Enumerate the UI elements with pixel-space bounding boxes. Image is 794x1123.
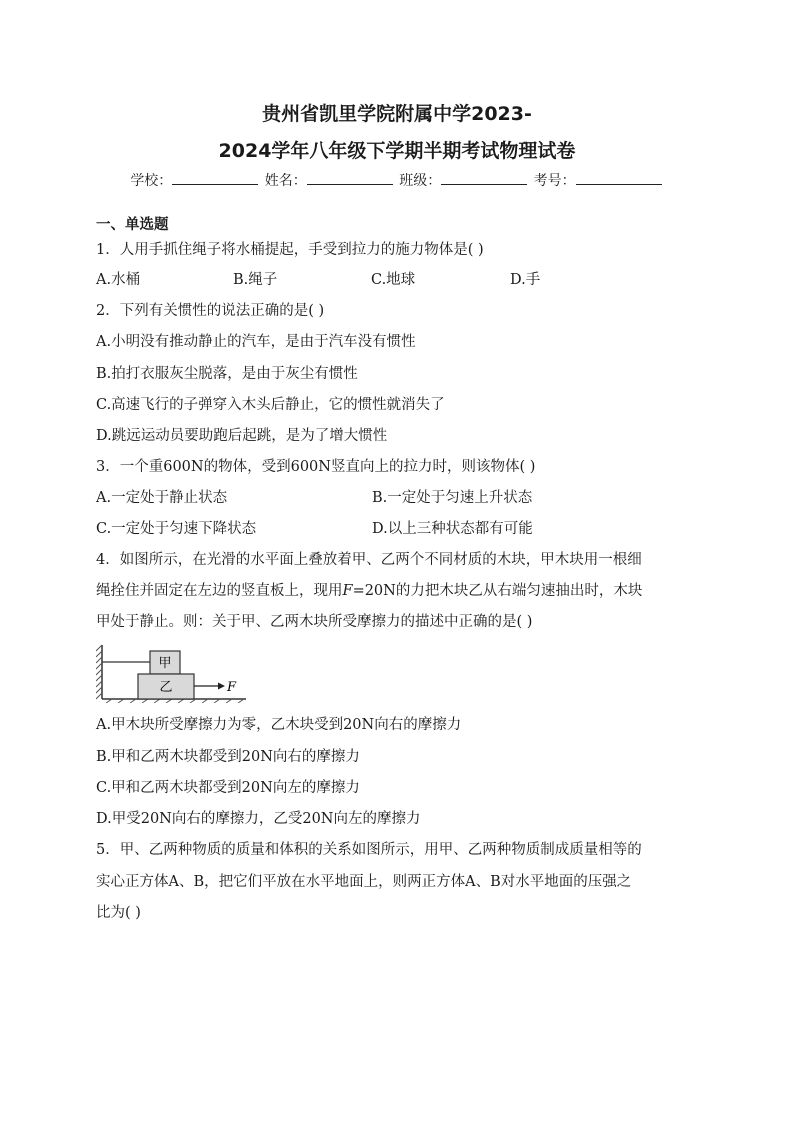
q2-option-a: A.小明没有推动静止的汽车，是由于汽车没有惯性: [96, 334, 416, 350]
force-variable: F: [342, 583, 353, 599]
q4-option-a: A.甲木块所受摩擦力为零，乙木块受到20N向右的摩擦力: [96, 717, 462, 733]
q1-option-b: B.绳子: [233, 272, 278, 288]
class-label: 班级：: [399, 173, 442, 189]
q4-option-c: C.甲和乙两木块都受到20N向左的摩擦力: [96, 780, 360, 796]
q4-option-d: D.甲受20N向右的摩擦力，乙受20N向左的摩擦力: [96, 811, 421, 827]
exam-title-line2: 2024学年八年级下学期半期考试物理试卷: [218, 140, 576, 162]
q3-option-b: B.一定处于匀速上升状态: [372, 490, 533, 506]
q4-stem-line2-part1: 绳拴住并固定在左边的竖直板上，现用: [96, 583, 343, 599]
exam-number-label: 考号：: [533, 173, 576, 189]
q1-option-a: A.水桶: [96, 272, 141, 288]
exam-title-line1: 贵州省凯里学院附属中学2023-: [262, 103, 532, 125]
exam-number-blank[interactable]: [576, 170, 662, 185]
q3-stem: 3．一个重600N的物体，受到600N竖直向上的拉力时，则该物体( ): [96, 459, 536, 475]
class-blank[interactable]: [441, 170, 527, 185]
q4-stem-line2: [96, 581, 642, 601]
section-heading: 一、单选题: [96, 217, 169, 233]
q5-stem-line1: 5．甲、乙两种物质的质量和体积的关系如图所示，用甲、乙两种物质制成质量相等的: [96, 842, 642, 858]
q1-option-c: C.地球: [371, 272, 416, 288]
q2-option-d: D.跳远运动员要助跑后起跳，是为了增大惯性: [96, 428, 388, 444]
school-label: 学校：: [130, 173, 173, 189]
q3-option-a: A.一定处于静止状态: [96, 490, 228, 506]
force-arrow-head: [218, 683, 225, 690]
block-jia-label: 甲: [158, 656, 172, 671]
q4-stem-line1: 4．如图所示，在光滑的水平面上叠放着甲、乙两个不同材质的木块，甲木块用一根细: [96, 552, 642, 568]
name-label: 姓名：: [264, 173, 307, 189]
q5-stem-line2: 实心正方体A、B，把它们平放在水平地面上，则两正方体A、B对水平地面的压强之: [96, 874, 632, 890]
q4-stem-line3: 甲处于静止。则：关于甲、乙两木块所受摩擦力的描述中正确的是( ): [96, 614, 533, 630]
q4-stem-line2-part2: =20N的力把木块乙从右端匀速抽出时，木块: [352, 583, 643, 599]
q4-option-b: B.甲和乙两木块都受到20N向右的摩擦力: [96, 749, 360, 765]
q2-stem: 2．下列有关惯性的说法正确的是( ): [96, 303, 325, 319]
q3-option-c: C.一定处于匀速下降状态: [96, 521, 257, 537]
q1-option-d: D.手: [510, 272, 541, 288]
friction-figure: [96, 643, 256, 703]
force-label: F: [227, 680, 237, 695]
student-info-row: [0, 170, 794, 191]
name-blank[interactable]: [307, 170, 393, 185]
q3-option-d: D.以上三种状态都有可能: [372, 521, 533, 537]
school-blank[interactable]: [172, 170, 258, 185]
q2-option-b: B.拍打衣服灰尘脱落，是由于灰尘有惯性: [96, 366, 358, 382]
q2-option-c: C.高速飞行的子弹穿入木头后静止，它的惯性就消失了: [96, 397, 445, 413]
q1-stem: 1．人用手抓住绳子将水桶提起，手受到拉力的施力物体是( ): [96, 242, 484, 258]
wall-hatch: [96, 645, 102, 699]
block-yi-label: 乙: [159, 680, 173, 695]
q5-stem-line3: 比为( ): [96, 905, 141, 921]
